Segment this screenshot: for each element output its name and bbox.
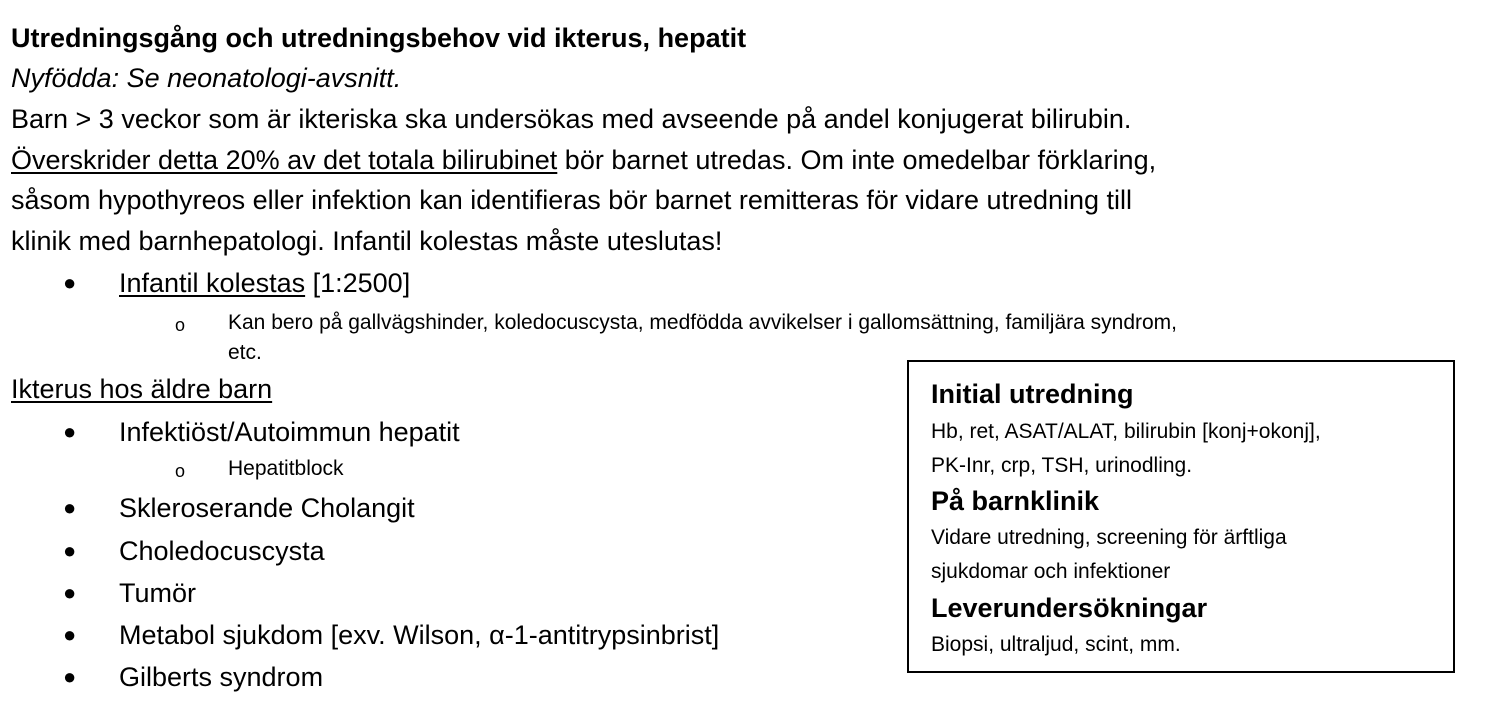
- bullet-icon: ●: [63, 622, 77, 647]
- infantile-cause-line-2: etc.: [228, 341, 262, 364]
- intro-line-2: [11, 143, 1156, 177]
- sub-bullet-icon: o: [175, 315, 186, 335]
- bullet-icon: ●: [63, 580, 77, 605]
- list-item: Choledocuscysta: [119, 536, 325, 566]
- infantile-cholestasis-label: Infantil kolestas: [119, 268, 306, 298]
- bullet-icon: ●: [63, 419, 77, 444]
- investigation-summary-box: [907, 360, 1455, 673]
- intro-line-3: såsom hypothyreos eller infektion kan identifieras bör barnet remitteras för vidare utredning till: [11, 185, 1133, 215]
- list-item: Metabol sjukdom [exv. Wilson, α-1-antitrypsinbrist]: [119, 620, 720, 650]
- bullet-icon: ●: [63, 270, 77, 295]
- newborn-note: Nyfödda: Se neonatologi-avsnitt.: [11, 63, 402, 93]
- box-text-liver: Biopsi, ultraljud, scint, mm.: [931, 633, 1181, 656]
- bullet-icon: ●: [63, 495, 77, 520]
- infantile-cause-line-1: Kan bero på gallvägshinder, koledocuscysta, medfödda avvikelser i gallomsättning, familjära syndrom,: [228, 311, 1177, 334]
- sub-bullet-icon: o: [175, 461, 186, 481]
- intro-underlined-criterion: Överskrider detta 20% av det totala bilirubinet: [11, 145, 558, 175]
- intro-line-2-rest: bör barnet utredas. Om inte omedelbar förklaring,: [557, 145, 1157, 175]
- intro-line-1: Barn > 3 veckor som är ikteriska ska undersökas med avseende på andel konjugerat bilirubin.: [11, 104, 1132, 134]
- infantile-cholestasis-frequency: [1:2500]: [305, 268, 411, 298]
- box-text-clinic-1: Vidare utredning, screening för ärftliga: [931, 526, 1287, 549]
- sub-list-item: Hepatitblock: [228, 457, 344, 480]
- box-text-clinic-2: sjukdomar och infektioner: [931, 560, 1171, 583]
- list-item: Infektiöst/Autoimmun hepatit: [119, 417, 460, 447]
- box-heading-clinic: På barnklinik: [931, 486, 1100, 516]
- intro-line-4: klinik med barnhepatologi. Infantil kolestas måste uteslutas!: [11, 226, 723, 256]
- box-heading-initial: Initial utredning: [931, 379, 1134, 409]
- page-title: Utredningsgång och utredningsbehov vid ikterus, hepatit: [11, 23, 747, 53]
- bullet-icon: ●: [63, 538, 77, 563]
- box-heading-liver: Leverundersökningar: [931, 593, 1208, 623]
- list-item: Skleroserande Cholangit: [119, 493, 415, 523]
- infantile-cholestasis-item: [119, 266, 410, 300]
- list-item: Gilberts syndrom: [119, 662, 324, 692]
- box-text-initial-2: PK-Inr, crp, TSH, urinodling.: [931, 454, 1193, 477]
- older-children-heading: Ikterus hos äldre barn: [11, 374, 273, 404]
- list-item: Tumör: [119, 578, 197, 608]
- bullet-icon: ●: [63, 664, 77, 689]
- box-text-initial-1: Hb, ret, ASAT/ALAT, bilirubin [konj+okonj],: [931, 420, 1321, 443]
